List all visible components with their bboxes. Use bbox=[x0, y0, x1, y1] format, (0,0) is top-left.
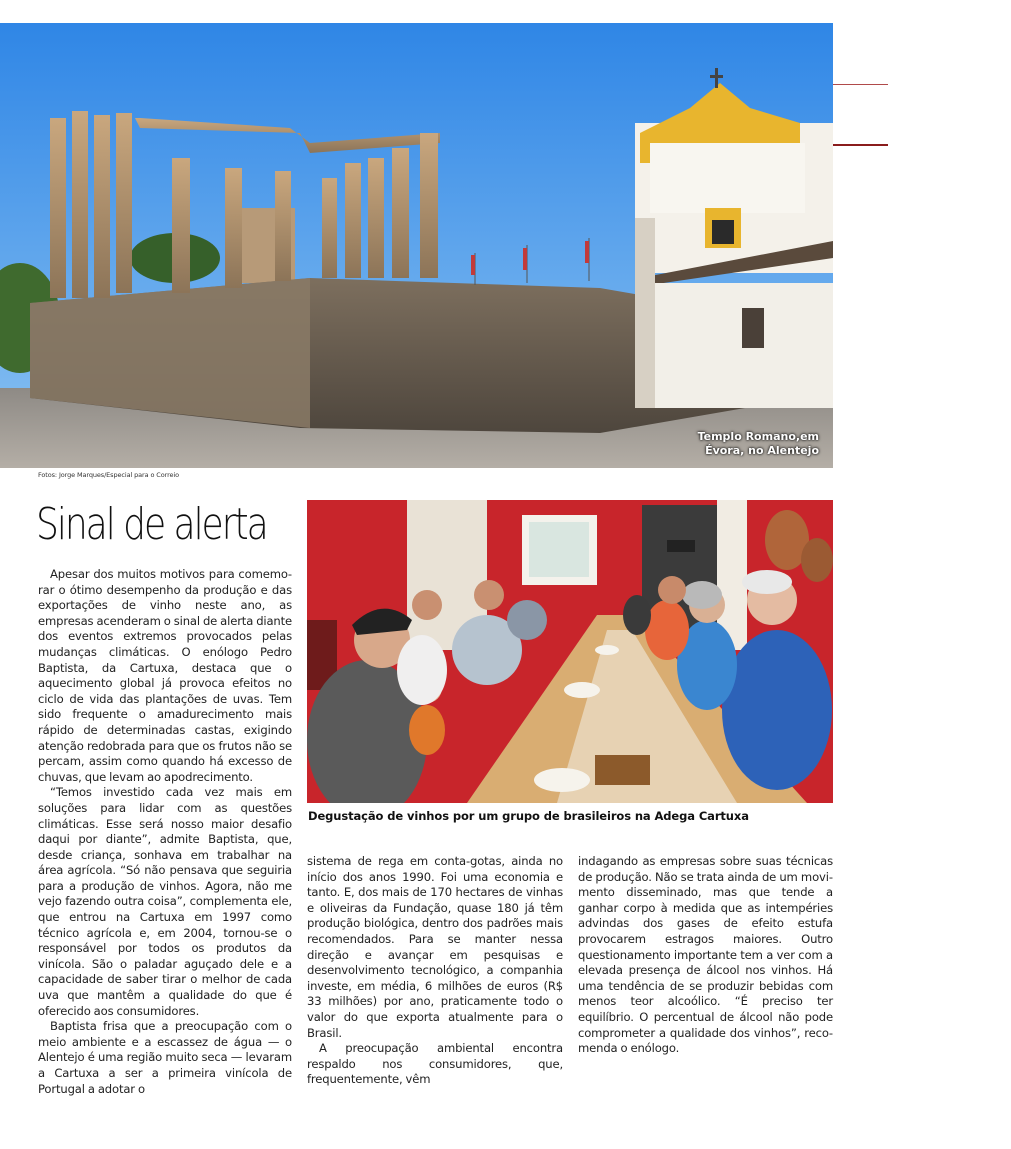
photo-credit: Fotos: Jorge Marques/Especial para o Correio bbox=[38, 471, 179, 479]
decorative-rule-thin bbox=[833, 84, 888, 85]
wine-tasting-caption: Degustação de vinhos por um grupo de brasileiros na Adega Cartuxa bbox=[308, 809, 749, 823]
roman-temple-photo bbox=[0, 23, 833, 468]
temple-caption-line2: Évora, no Alentejo bbox=[705, 444, 819, 457]
article-column-1 bbox=[38, 567, 292, 1097]
article-paragraph-2: “Temos investido cada vez mais em soluções para lidar com as questões climáticas. Esse será nosso maior desafio daqui por diante”, admite Baptista, que, desde criança, sonhava em trabalhar na área agrícola. “Só não pensava que seguiria para a produção de vinhos. Agora, não me vejo fazendo outra coisa”, complementa ele, que entrou na Cartuxa em 1997 como técnico agrícola e, em 2004, tornou-se o responsável por todos os produtos da vinícola. São o paladar aguçado dele e a capacidade de saber tirar o melhor de cada uva que mantêm a qualidade do que é oferecido aos consumidores. bbox=[38, 785, 292, 1018]
temple-photo-caption bbox=[698, 430, 819, 458]
article-paragraph-5: A preocupação ambiental encontra respaldo nos consumidores, que, frequentemente, vêm bbox=[307, 1041, 563, 1087]
article-headline: Sinal de alerta bbox=[36, 499, 267, 550]
article-paragraph-3: Baptista frisa que a preocupação com o meio ambiente e a escassez de água — o Alentejo é uma região muito seca — levaram a Cartuxa a ser a primeira vinícola de Portugal a adotar o bbox=[38, 1019, 292, 1096]
wine-tasting-photo bbox=[307, 500, 833, 803]
article-paragraph-1: Apesar dos muitos motivos para comemorar o ótimo desempenho da produção e das exportações de vinho neste ano, as empresas acenderam o sinal de alerta diante dos eventos extremos provocados pelas mudanças climáticas. O enólogo Pedro Baptista, da Cartuxa, destaca que o aquecimento global já provoca efeitos no ciclo de vida das plantações de uvas. Tem sido frequente o amadurecimento mais rápido de determinadas castas, exigindo atenção redobrada para que os frutos não se percam, assim como quando há excesso de chuvas, que levam ao apodrecimento. bbox=[38, 567, 293, 784]
article-column-2 bbox=[307, 854, 563, 1088]
decorative-rule-thick bbox=[833, 144, 888, 146]
article-paragraph-6: indagando as empresas sobre suas técnicas de produção. Não se trata ainda de um movimento disseminado, mas que tende a ganhar corpo à medida que as intempéries advindas dos gases de efeito estufa provocarem estragos maiores. Outro questionamento importante tem a ver com a elevada presença de álcool nos vinhos. Há uma tendência de se produzir bebidas com menos teor alcoólico. “É preciso ter equilíbrio. O percentual de álcool não pode comprometer a qualidade dos vinhos”, recomenda o enólogo. bbox=[578, 854, 833, 1056]
temple-caption-line1: Templo Romano,em bbox=[697, 430, 819, 443]
article-paragraph-4: sistema de rega em conta-gotas, ainda no início dos anos 1990. Foi uma economia e tanto. E, dos mais de 170 hectares de vinhas e oliveiras da Fundação, quase 180 já têm produção biológica, dentro dos padrões mais recomendados. Para se manter nessa direção e avançar em pesquisas e desenvolvimento tecnológico, a companhia investe, em média, 6 milhões de euros (R$ 33 milhões) por ano, praticamente todo o valor do que exporta atualmente para o Brasil. bbox=[307, 854, 563, 1040]
article-column-3 bbox=[578, 854, 833, 1057]
